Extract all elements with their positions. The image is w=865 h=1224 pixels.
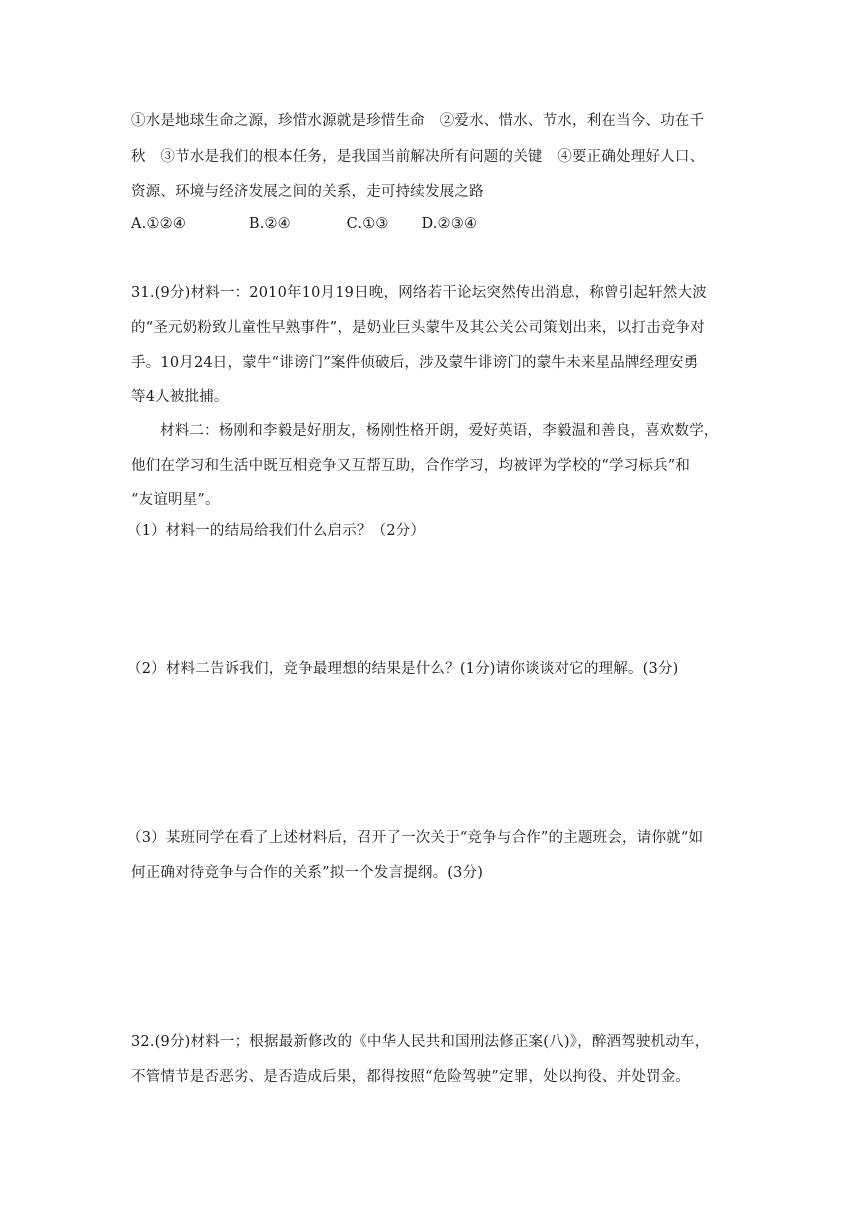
q31-line-2: 的“圣元奶粉致儿童性早熟事件”，是奶业巨头蒙牛及其公关公司策划出来，以打击竞争对: [131, 320, 705, 336]
option-d: D.②③④: [421, 216, 478, 232]
prev-question-line-3: 资源、环境与经济发展之间的关系，走可持续发展之路: [131, 184, 484, 200]
q32-line-1: 32.(9分)材料一；根据最新修改的《中华人民共和国刑法修正案(八)》，醉酒驾驶机动车，: [131, 1034, 710, 1050]
q31-line-1: 31.(9分)材料一：2010年10月19日晚，网络若干论坛突然传出消息，称曾引起轩然大波: [131, 285, 707, 301]
option-a: A.①②④: [131, 216, 187, 232]
q31-sub-question-3-line-1: （3）某班同学在看了上述材料后，召开了一次关于“竞争与合作”的主题班会，请你就“如: [127, 830, 704, 846]
q31-sub-question-1: （1）材料一的结局给我们什么启示？（2分）: [127, 523, 426, 539]
prev-question-line-1: ①水是地球生命之源，珍惜水源就是珍惜生命 ②爱水、惜水、节水，利在当今、功在千: [131, 113, 705, 129]
q31-sub-question-3-line-2: 何正确对待竞争与合作的关系”拟一个发言提纲。(3分): [131, 865, 484, 881]
option-c: C.①③: [346, 216, 389, 232]
prev-question-options: [131, 214, 477, 234]
q31-material2-line-3: “友谊明星”。: [131, 492, 220, 508]
prev-question-line-2: 秋 ③节水是我们的根本任务，是我国当前解决所有问题的关键 ④要正确处理好人口、: [131, 149, 705, 165]
q32-line-2: 不管情节是否恶劣、是否造成后果，都得按照“危险驾驶”定罪，处以拘役、并处罚金。: [131, 1069, 691, 1085]
q31-material2-line-2: 他们在学习和生活中既互相竞争又互帮互助，合作学习，均被评为学校的“学习标兵”和: [131, 458, 691, 474]
option-b: B.②④: [248, 216, 291, 232]
q31-line-3: 手。10月24日，蒙牛“诽谤门”案件侦破后，涉及蒙牛诽谤门的蒙牛未来星品牌经理安勇: [131, 355, 699, 371]
q31-line-4: 等4人被批捕。: [131, 389, 229, 405]
q31-sub-question-2: （2）材料二告诉我们，竞争最理想的结果是什么？(1分)请你谈谈对它的理解。(3分): [127, 661, 679, 677]
q31-material2-line-1: 材料二：杨刚和李毅是好朋友，杨刚性格开朗，爱好英语，李毅温和善良，喜欢数学，: [160, 423, 719, 439]
